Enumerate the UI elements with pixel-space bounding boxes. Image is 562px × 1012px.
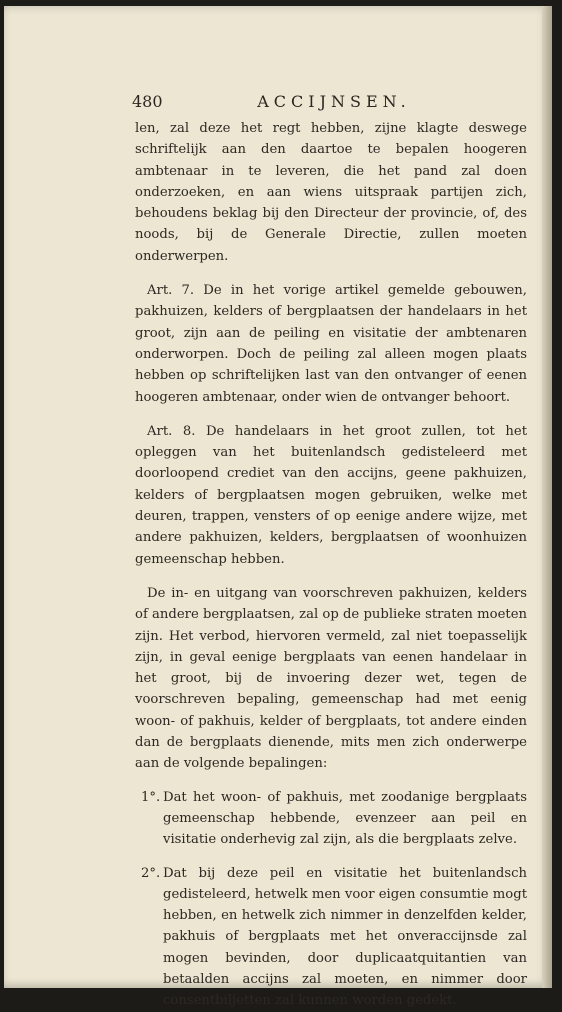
list-item-number: 1°. [141, 789, 161, 805]
list-item-text: Dat het woon- of pakhuis, met zoodanige bergplaats gemeenschap hebbende, evenzeer aan peil en visitatie onderhevig zal zijn, als die bergplaats zelve. [163, 789, 527, 848]
running-title: ACCIJNSEN. [257, 92, 411, 111]
paragraph-art-7: Art. 7. De in het vorige artikel gemelde gebouwen, pakhuizen, kelders of bergplaatsen der handelaars in het groot, zijn aan de peiling en visitatie der ambtenaren onderworpen. Doch de peiling zal alleen mogen plaats hebben op schriftelijken last van den ontvanger of eenen hoogeren ambtenaar, onder wien de ontvanger behoort. [135, 283, 527, 405]
paragraph-continuation: len, zal deze het regt hebben, zijne klagte deswege schriftelijk aan den daartoe te bepalen hoogeren ambtenaar in te leveren, die het pand zal doen onderzoeken, en aan wiens uitspraak partijen zich, behoudens beklag bij den Directeur der provincie, of, des noods, bij de Generale Directie, zullen moeten onderwerpen. [135, 121, 527, 264]
page-header [132, 92, 528, 114]
list-item-number: 2°. [141, 865, 161, 881]
paragraph-in-en-uitgang: De in- en uitgang van voorschreven pakhuizen, kelders of andere bergplaatsen, zal op de publieke straten moeten zijn. Het verbod, hiervoren vermeld, zal niet toepasselijk zijn, in geval eenige bergplaats van eenen handelaar in het groot, bij de invoering dezer wet, tegen de voorschreven bepaling, gemeenschap had met eenig woon- of pakhuis, kelder of bergplaats, tot andere einden dan de bergplaats dienende, mits men zich onderwerpe aan de volgende bepalingen: [135, 585, 527, 772]
page-number: 480 [132, 92, 163, 111]
page-gutter [542, 6, 552, 988]
body-text [135, 118, 527, 1012]
paragraph-art-8: Art. 8. De handelaars in het groot zullen, tot het opleggen van het buitenlandsch gedisteleerd met doorloopend crediet van den accijns, geene pakhuizen, kelders of bergplaatsen mogen gebruiken, welke met deuren, trappen, vensters of op eenige andere wijze, met andere pakhuizen, kelders, bergplaatsen of woonhuizen gemeenschap hebben. [135, 423, 527, 567]
list-item [135, 787, 527, 851]
list-item [135, 863, 527, 1012]
list-item-text: Dat bij deze peil en visitatie het buitenlandsch gedisteleerd, hetwelk men voor eigen consumtie mogt hebben, en hetwelk zich nimmer in denzelfden kelder, pakhuis of bergplaats met het onveraccijnsde zal mogen bevinden, door duplicaatquitantien van betaalden accijns zal moeten, en nimmer door consentbiljetten zal kunnen worden gedekt. [163, 865, 527, 1009]
